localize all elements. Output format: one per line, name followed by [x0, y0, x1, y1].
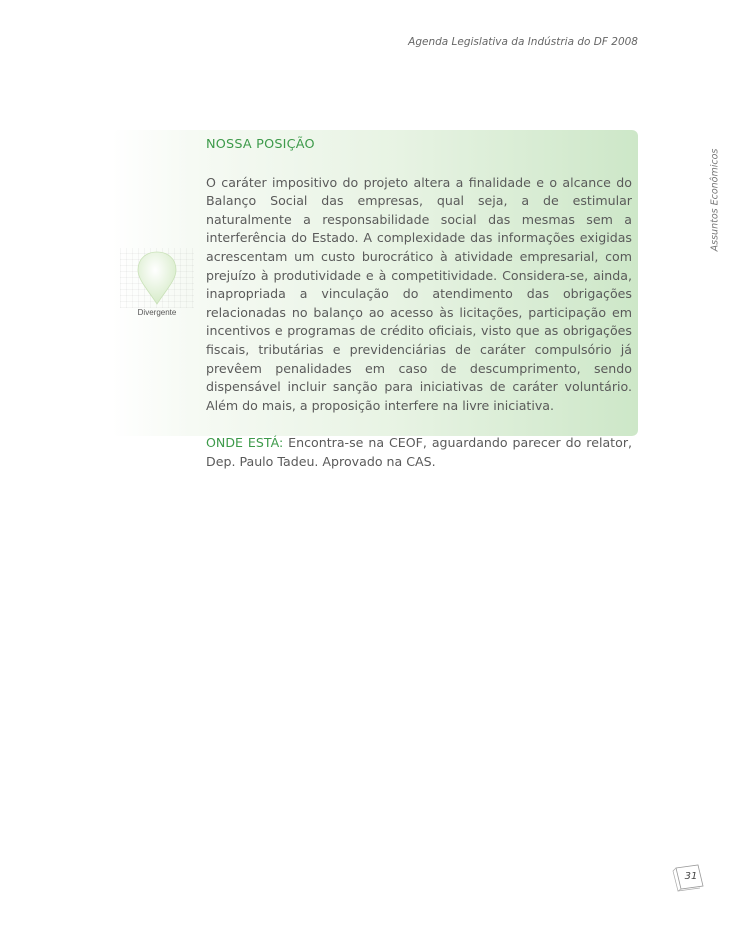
- droplet-icon: [134, 250, 180, 306]
- where-label: ONDE ESTÁ:: [206, 435, 284, 451]
- position-content: [206, 136, 632, 472]
- where-paragraph: [206, 434, 632, 471]
- side-label-text: Assuntos Econômicos: [709, 148, 721, 252]
- running-header: Agenda Legislativa da Indústria do DF 2008: [408, 36, 638, 48]
- where-text: Encontra-se na CEOF, aguardando parecer do relator, Dep. Paulo Tadeu. Aprovado na CAS.: [206, 435, 632, 469]
- section-heading: NOSSA POSIÇÃO: [206, 137, 315, 152]
- section-side-label: [705, 148, 725, 252]
- position-body-text: O caráter impositivo do projeto altera a finalidade e o alcance do Balanço Social das empresas, qual seja, a de estimular naturalmente a responsabilidade social das mesmas sem a interferência do Estado. A complexidade das informações exigidas acrescentam um custo burocrático à atividade empresarial, com prejuízo à produtividade e à competitividade. Considera-se, ainda, inapropriada a vinculação do atendimento das obrigações relacionadas no balanço ao acesso às licitações, participação em incentivos e programas de crédito oficiais, visto que as obrigações fiscais, tributárias e previdenciárias de caráter compulsório já prevêem penalidades em caso de descumprimento, sendo dispensável incluir sanção para iniciativas de caráter voluntário. Além do mais, a proposição interfere na livre iniciativa.: [206, 174, 632, 413]
- page-number: 31: [684, 871, 698, 882]
- position-badge: [120, 248, 194, 320]
- badge-label: Divergente: [137, 308, 177, 317]
- page-number-box: [672, 862, 706, 892]
